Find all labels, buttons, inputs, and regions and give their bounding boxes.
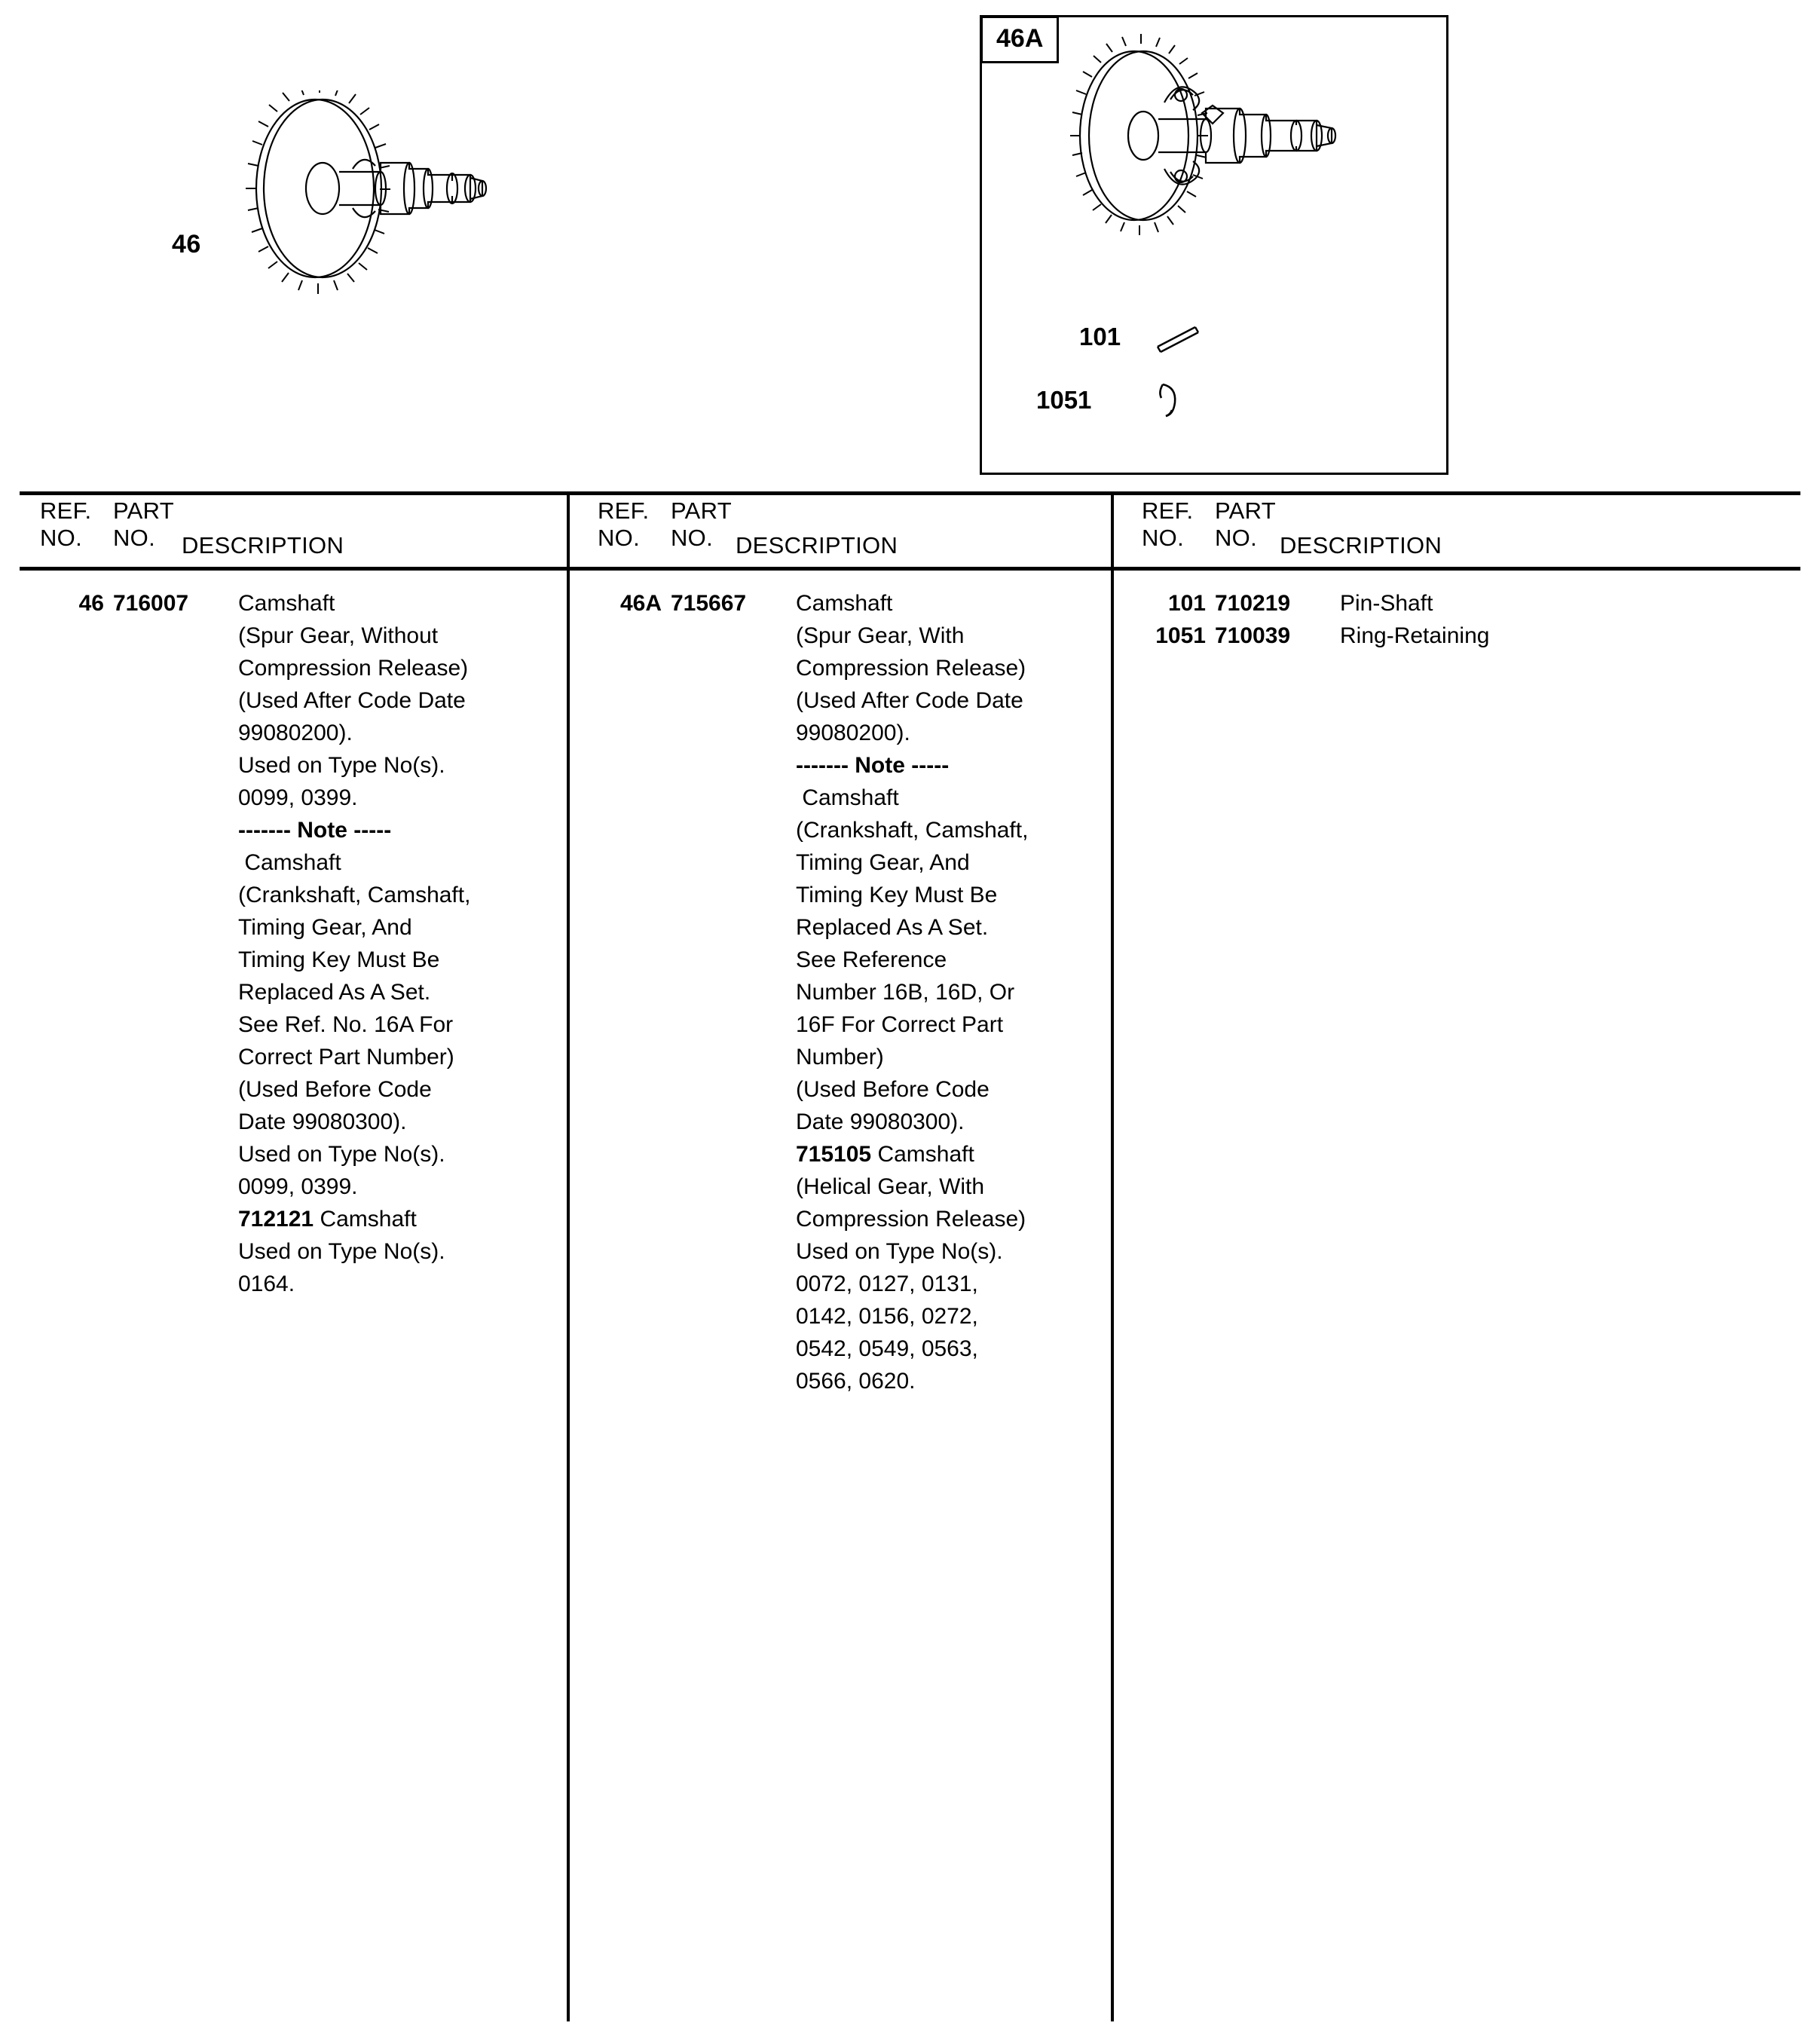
description-line: (Used After Code Date [796, 688, 1023, 713]
row-description [1340, 587, 1656, 620]
description-line: (Used After Code Date [238, 688, 466, 713]
column-header-ref-line2: NO. [40, 525, 83, 551]
row-part-no: 716007 [113, 591, 189, 616]
table-rows-2 [577, 587, 1120, 1397]
description-line: Timing Gear, And [796, 850, 970, 875]
description-line: Pin-Shaft [1340, 591, 1433, 616]
description-line: Used on Type No(s). [238, 753, 445, 778]
description-line: Date 99080300). [796, 1109, 965, 1134]
inline-part-no: 712121 [238, 1207, 314, 1232]
pin-shaft-icon [1152, 320, 1212, 356]
table-column-3 [1121, 491, 1664, 2021]
description-line: Number) [796, 1045, 884, 1070]
table-row [1121, 620, 1664, 652]
column-header-part [1215, 497, 1276, 552]
description-line: 715105 Camshaft [796, 1142, 974, 1167]
row-description [238, 587, 562, 1300]
row-part-no: 710219 [1215, 591, 1291, 616]
description-line: 99080200). [238, 721, 353, 745]
column-header-ref [40, 497, 91, 552]
column-header-ref-line1: REF. [598, 497, 650, 524]
description-line: Used on Type No(s). [238, 1239, 445, 1264]
description-line: See Ref. No. 16A For [238, 1012, 454, 1037]
column-header-ref-line2: NO. [598, 525, 641, 551]
parts-illustration [0, 0, 1820, 482]
description-line: 16F For Correct Part [796, 1012, 1004, 1037]
callout-label-101: 101 [1079, 323, 1121, 350]
table-rows-3 [1121, 587, 1664, 652]
description-line: Compression Release) [796, 656, 1026, 681]
description-line: (Crankshaft, Camshaft, [796, 818, 1029, 843]
description-line: Compression Release) [238, 656, 469, 681]
column-header-ref-line1: REF. [1142, 497, 1194, 524]
table-rows-1 [20, 587, 562, 1300]
description-line: Number 16B, 16D, Or [796, 980, 1015, 1005]
column-header-ref [1142, 497, 1193, 552]
description-line: (Used Before Code [238, 1077, 432, 1102]
description-line: Used on Type No(s). [796, 1239, 1003, 1264]
callout-label-1051: 1051 [1036, 386, 1092, 414]
table-row [1121, 587, 1664, 620]
camshaft-spur-gear-icon [226, 90, 588, 362]
column-header-part [113, 497, 174, 552]
description-line: ------- Note ----- [238, 818, 392, 843]
column-header-part [671, 497, 732, 552]
callout-label-46: 46 [172, 230, 201, 259]
description-line: Ring-Retaining [1340, 623, 1490, 648]
description-line: Camshaft [796, 591, 893, 616]
description-line: 712121 Camshaft [238, 1207, 417, 1232]
description-line: 0164. [238, 1271, 295, 1296]
description-line: Timing Gear, And [238, 915, 412, 940]
row-ref-no: 46A [619, 591, 662, 616]
inline-part-no: 715105 [796, 1142, 872, 1167]
column-header-description: DESCRIPTION [182, 532, 344, 558]
camshaft-compression-release-icon [1051, 30, 1443, 279]
description-line: 0542, 0549, 0563, [796, 1336, 978, 1361]
row-description [1340, 620, 1656, 652]
description-line: 0566, 0620. [796, 1369, 916, 1394]
description-line: Replaced As A Set. [796, 915, 989, 940]
description-line: Timing Key Must Be [796, 883, 998, 907]
column-header-part-line1: PART [113, 497, 175, 524]
description-line: Timing Key Must Be [238, 947, 440, 972]
description-line: ------- Note ----- [796, 753, 950, 778]
table-column-1 [20, 491, 562, 2021]
inset-box-label: 46A [980, 16, 1059, 63]
row-ref-no: 46 [78, 591, 104, 616]
description-line: (Helical Gear, With [796, 1174, 985, 1199]
row-description [796, 587, 1120, 1397]
description-line: (Spur Gear, With [796, 623, 965, 648]
description-line: 0099, 0399. [238, 785, 358, 810]
description-line: Camshaft [238, 850, 341, 875]
table-row [577, 587, 1120, 1397]
description-line: (Crankshaft, Camshaft, [238, 883, 471, 907]
table-column-2 [577, 491, 1120, 2021]
description-line: 0099, 0399. [238, 1174, 358, 1199]
description-line: Correct Part Number) [238, 1045, 454, 1070]
column-header-part-line1: PART [1215, 497, 1277, 524]
description-line: (Spur Gear, Without [238, 623, 439, 648]
column-header-ref [598, 497, 649, 552]
column-header-part-line2: NO. [1215, 525, 1258, 551]
description-line: Date 99080300). [238, 1109, 407, 1134]
table-divider-1 [567, 491, 570, 2021]
description-line: Compression Release) [796, 1207, 1026, 1232]
description-line: Replaced As A Set. [238, 980, 431, 1005]
description-line: (Used Before Code [796, 1077, 990, 1102]
column-header-ref-line1: REF. [40, 497, 92, 524]
parts-table [20, 491, 1800, 2021]
description-line: Used on Type No(s). [238, 1142, 445, 1167]
row-part-no: 710039 [1215, 623, 1291, 648]
row-part-no: 715667 [671, 591, 747, 616]
column-header-part-line2: NO. [113, 525, 156, 551]
description-line: 0072, 0127, 0131, [796, 1271, 978, 1296]
table-row [20, 587, 562, 1300]
description-line: 0142, 0156, 0272, [796, 1304, 978, 1329]
column-header-part-line1: PART [671, 497, 733, 524]
description-line: Camshaft [796, 785, 899, 810]
column-header-description: DESCRIPTION [1280, 532, 1442, 558]
row-ref-no: 1051 [1155, 623, 1206, 648]
description-line: Camshaft [238, 591, 335, 616]
column-header-description: DESCRIPTION [736, 532, 898, 558]
retaining-ring-icon [1148, 377, 1193, 422]
column-header-part-line2: NO. [671, 525, 714, 551]
description-line: 99080200). [796, 721, 910, 745]
column-header-ref-line2: NO. [1142, 525, 1185, 551]
row-ref-no: 101 [1167, 591, 1206, 616]
description-line: See Reference [796, 947, 947, 972]
